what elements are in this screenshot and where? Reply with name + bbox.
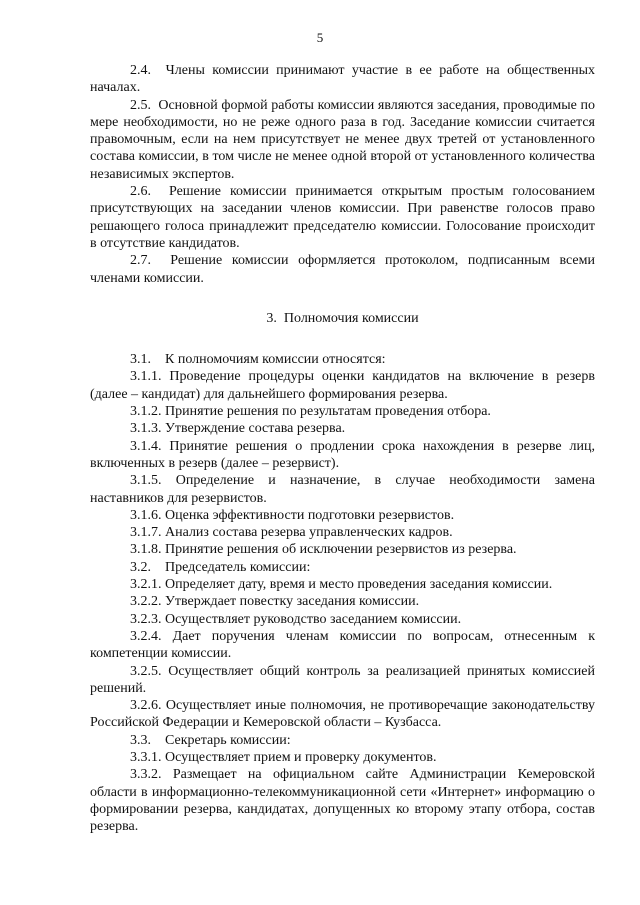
page-number: 5: [316, 30, 324, 45]
paragraph-3-3-2: 3.3.2. Размещает на официальном сайте Администрации Кемеровской области в информационно-телекоммуникационной сети «Интернет» информацию о формировании резерва, кандидатах, допущенных ко второму этапу отбора, состав резерва.: [90, 767, 595, 835]
paragraph-2-4: 2.4. Члены комиссии принимают участие в ее работе на общественных началах.: [90, 63, 595, 96]
paragraph-3-2-5: 3.2.5. Осуществляет общий контроль за реализацией принятых комиссией решений.: [90, 663, 595, 696]
paragraph-3-1-3: 3.1.3. Утверждение состава резерва.: [130, 421, 346, 437]
paragraph-3-2-1: 3.2.1. Определяет дату, время и место проведения заседания комиссии.: [130, 577, 553, 593]
document-body: [90, 62, 595, 835]
paragraph-3-2-2: 3.2.2. Утверждает повестку заседания комиссии.: [130, 594, 420, 610]
paragraph-3-1-5: 3.1.5. Определение и назначение, в случае необходимости замена наставников для резервистов.: [90, 473, 595, 506]
paragraph-3-3: 3.3. Секретарь комиссии:: [130, 732, 291, 748]
paragraph-2-5: 2.5. Основной формой работы комиссии являются заседания, проводимые по мере необходимости, но не реже одного раза в год. Заседание комиссии считается правомочным, если на нем присутствует не менее двух третей от установленного состава комиссии, в том числе не менее одной второй от установленного количества независимых экспертов.: [90, 97, 595, 182]
paragraph-3-2: 3.2. Председатель комиссии:: [130, 559, 311, 575]
paragraph-3-1-4: 3.1.4. Принятие решения о продлении срока нахождения в резерве лиц, включенных в резерв (далее – резервист).: [90, 438, 595, 471]
paragraph-3-1-1: 3.1.1. Проведение процедуры оценки кандидатов на включение в резерв (далее – кандидат) для дальнейшего формирования резерва.: [90, 369, 595, 402]
paragraph-2-6: 2.6. Решение комиссии принимается открытым простым голосованием присутствующих на заседании членов комиссии. При равенстве голосов право решающего голоса принадлежит председателю комиссии. Голосование происходит в отсутствие кандидатов.: [90, 184, 595, 251]
paragraph-3-3-1: 3.3.1. Осуществляет прием и проверку документов.: [130, 749, 437, 765]
paragraph-3-1-7: 3.1.7. Анализ состава резерва управленческих кадров.: [130, 525, 453, 541]
paragraph-3-1-6: 3.1.6. Оценка эффективности подготовки резервистов.: [130, 507, 455, 523]
paragraph-3-1-2: 3.1.2. Принятие решения по результатам проведения отбора.: [130, 404, 491, 420]
paragraph-3-2-3: 3.2.3. Осуществляет руководство заседанием комиссии.: [130, 611, 462, 627]
section-heading: 3. Полномочия комиссии: [266, 310, 419, 326]
paragraph-3-2-4: 3.2.4. Дает поручения членам комиссии по вопросам, отнесенным к компетенции комиссии.: [90, 628, 595, 662]
paragraph-3-2-6: 3.2.6. Осуществляет иные полномочия, не противоречащие законодательству Российской Федерации и Кемеровской области – Кузбасса.: [90, 698, 595, 731]
paragraph-3-1-8: 3.1.8. Принятие решения об исключении резервистов из резерва.: [130, 542, 517, 558]
paragraph-3-1: 3.1. К полномочиям комиссии относятся:: [130, 352, 386, 368]
paragraph-2-7: 2.7. Решение комиссии оформляется протоколом, подписанным всеми членами комиссии.: [90, 253, 595, 286]
